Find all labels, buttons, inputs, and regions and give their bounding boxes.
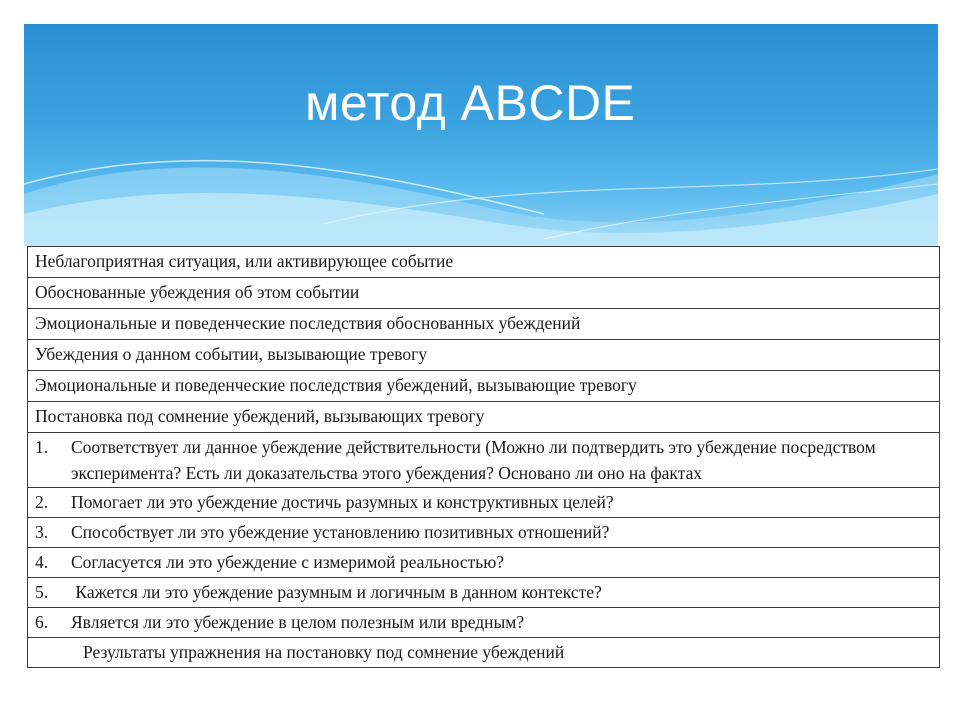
- slide-title: метод ABCDE: [305, 75, 636, 131]
- table-row: [28, 578, 940, 608]
- item-number: 1.: [35, 437, 49, 457]
- table-row: [28, 638, 940, 668]
- item-number: 3.: [35, 522, 49, 542]
- table-row: [28, 340, 940, 371]
- table-cell: Эмоциональные и поведенческие последствия убеждений, вызывающие тревогу: [28, 371, 940, 402]
- table-row: [28, 548, 940, 578]
- abcde-table: [27, 246, 940, 668]
- table-cell: [28, 608, 940, 638]
- item-text: Соответствует ли данное убеждение действительности (Можно ли подтвердить это убеждение посредством эксперимента? Есть ли доказательства этого убеждения? Основано ли оно на фактах: [71, 437, 876, 483]
- item-text: Кажется ли это убеждение разумным и логичным в данном контексте?: [71, 582, 602, 602]
- table-row: [28, 608, 940, 638]
- item-number: 2.: [35, 492, 49, 512]
- item-number: 6.: [35, 612, 49, 632]
- table-cell: [28, 548, 940, 578]
- table-row: [28, 402, 940, 433]
- table-cell: Убеждения о данном событии, вызывающие тревогу: [28, 340, 940, 371]
- table-cell: Постановка под сомнение убеждений, вызывающих тревогу: [28, 402, 940, 433]
- table-cell: [28, 488, 940, 518]
- table-cell: [28, 578, 940, 608]
- item-number: 4.: [35, 552, 49, 572]
- item-text: Помогает ли это убеждение достичь разумных и конструктивных целей?: [71, 492, 614, 512]
- table-cell: Неблагоприятная ситуация, или активирующее событие: [28, 247, 940, 278]
- table-row: [28, 488, 940, 518]
- table-row: [28, 247, 940, 278]
- table-cell: Результаты упражнения на постановку под сомнение убеждений: [28, 638, 940, 668]
- item-number: 5.: [35, 582, 49, 602]
- table-cell: Обоснованные убеждения об этом событии: [28, 278, 940, 309]
- table-cell: [28, 433, 940, 488]
- table-row: [28, 433, 940, 488]
- wave-decoration: [24, 24, 938, 246]
- table-row: [28, 518, 940, 548]
- table-row: [28, 278, 940, 309]
- table-cell: [28, 518, 940, 548]
- item-text: Является ли это убеждение в целом полезным или вредным?: [71, 612, 525, 632]
- item-text: Способствует ли это убеждение установлению позитивных отношений?: [71, 522, 610, 542]
- table-cell: Эмоциональные и поведенческие последствия обоснованных убеждений: [28, 309, 940, 340]
- table-row: [28, 309, 940, 340]
- title-banner: [24, 24, 938, 246]
- item-text: Согласуется ли это убеждение с измеримой реальностью?: [71, 552, 505, 572]
- table-row: [28, 371, 940, 402]
